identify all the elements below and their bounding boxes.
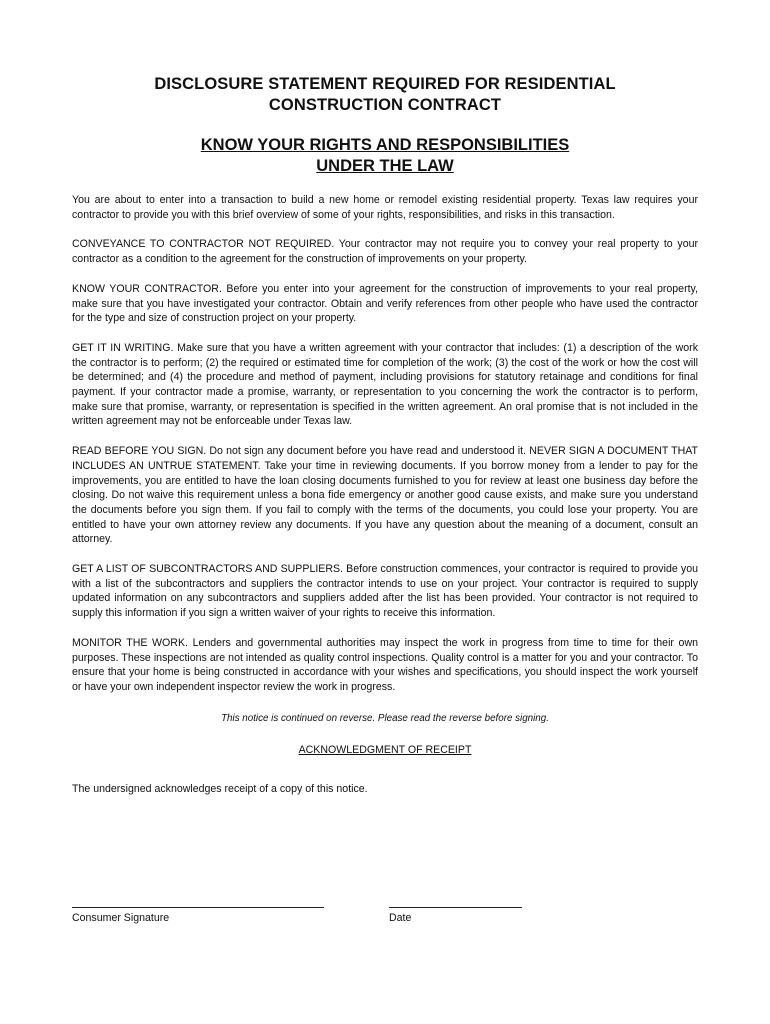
document-title xyxy=(72,74,698,116)
read-before-sign-paragraph: READ BEFORE YOU SIGN. Do not sign any document before you have read and understood it. NEVER SIGN A DOCUMENT THAT INCLUDES AN UNTRUE STATEMENT. Take your time in reviewing documents. If you borrow money from a lender to pay for the improvements, you are entitled to have the loan closing documents furnished to you for review at least one business day before the closing. Do not waive this requirement unless a bona fide emergency or another good cause exists, and make sure you understand the documents before you sign them. If you fail to comply with the terms of the documents, you could lose your property. You are entitled to have your own attorney review any documents. If you have any question about the meaning of a document, consult an attorney. xyxy=(72,445,698,546)
monitor-work-paragraph: MONITOR THE WORK. Lenders and governmental authorities may inspect the work in progress from time to time for their own purposes. These inspections are not intended as quality control inspections. Quality control is a matter for you and your contractor. To ensure that your home is being constructed in accordance with your wishes and specifications, you should inspect the work yourself or have your own independent inspector review the work in progress. xyxy=(72,636,698,693)
date-label: Date xyxy=(389,912,412,924)
intro-paragraph: You are about to enter into a transaction to build a new home or remodel existing residential property. Texas law requires your contractor to provide you with this brief overview of some of your rights, responsibilities, and risks in this transaction. xyxy=(72,194,698,221)
subcontractors-paragraph: GET A LIST OF SUBCONTRACTORS AND SUPPLIERS. Before construction commences, your contractor is required to provide you with a list of the subcontractors and suppliers the contractor intends to use on your project. Your contractor is required to supply updated information on any subcontractors and suppliers added after the list has been provided. Your contractor is not required to supply this information if you sign a written waiver of your rights to receive this information. xyxy=(72,563,698,620)
get-in-writing-paragraph: GET IT IN WRITING. Make sure that you have a written agreement with your contractor that includes: (1) a description of the work the contractor is to perform; (2) the required or estimated time for completion of the work; (3) the cost of the work or how the cost will be determined; and (4) the procedure and method of payment, including provisions for statutory retainage and conditions for final payment. If your contractor made a promise, warranty, or representation to you concerning the work the contractor is to perform, make sure that promise, warranty, or representation is specified in the written agreement. An oral promise that is not included in the written agreement may not be enforceable under Texas law. xyxy=(72,341,698,428)
consumer-signature-line[interactable] xyxy=(72,907,324,908)
document-subtitle xyxy=(72,135,698,177)
title-line-2: CONSTRUCTION CONTRACT xyxy=(268,96,502,114)
know-contractor-paragraph: KNOW YOUR CONTRACTOR. Before you enter into your agreement for the construction of improvements to your real property, make sure that you have investigated your contractor. Obtain and verify references from other people who have used the contractor for the type and size of construction project on your property. xyxy=(72,282,698,325)
title-line-1: DISCLOSURE STATEMENT REQUIRED FOR RESIDENTIAL xyxy=(154,75,616,93)
subtitle-line-1: KNOW YOUR RIGHTS AND RESPONSIBILITIES xyxy=(200,136,570,154)
reverse-notice: This notice is continued on reverse. Please read the reverse before signing. xyxy=(221,712,549,724)
signature-row xyxy=(72,907,698,937)
subtitle-line-2: UNDER THE LAW xyxy=(316,157,454,175)
acknowledgment-heading: ACKNOWLEDGMENT OF RECEIPT xyxy=(298,743,472,756)
consumer-signature-label: Consumer Signature xyxy=(72,912,170,924)
date-field[interactable] xyxy=(389,907,522,925)
receipt-statement: The undersigned acknowledges receipt of a copy of this notice. xyxy=(72,782,368,795)
conveyance-paragraph: CONVEYANCE TO CONTRACTOR NOT REQUIRED. Your contractor may not require you to convey your real property to your contractor as a condition to the agreement for the construction of improvements on your property. xyxy=(72,238,698,266)
consumer-signature-field[interactable] xyxy=(72,907,324,925)
date-line[interactable] xyxy=(389,907,522,908)
